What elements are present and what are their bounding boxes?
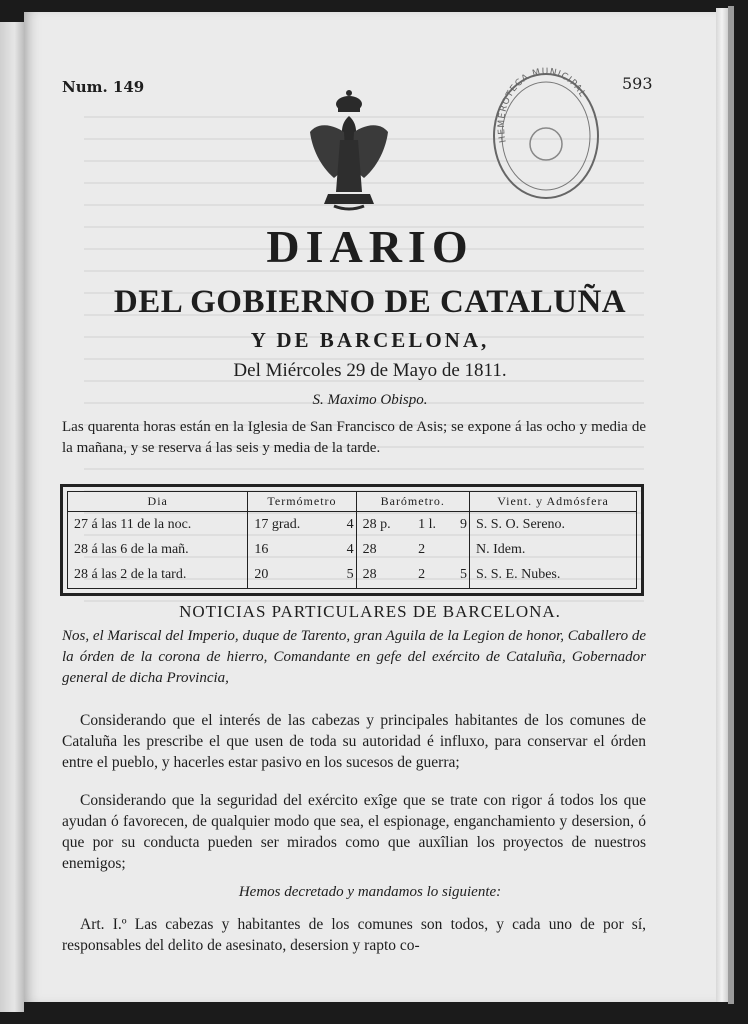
weather-wind: N. Idem. [469,537,636,562]
weather-temp: 16 [248,537,338,562]
weather-day: 28 á las 2 de la tard. [68,563,248,589]
weather-temp-frac: 4 [338,537,356,562]
decree-line: Hemos decretado y mandamos lo siguiente: [238,884,502,900]
imperial-eagle-emblem [304,82,394,227]
svg-text:HEMEROTECA MUNICIPAL [497,67,588,143]
article-1: Art. I.º Las cabezas y habitantes de los comunes son todos, y cada uno de por sí, responsables del delito de asesinato, desersion y rapto co- [62,916,646,954]
table-row [68,512,637,538]
issue-number: Num. 149 [62,78,145,96]
saint-of-day: S. Maximo Obispo. [312,392,428,408]
section-title: NOTICIAS PARTICULARES DE BARCELONA. [179,602,561,621]
library-stamp [486,64,606,204]
weather-wind: S. S. O. Sereno. [469,512,636,538]
weather-baro-lines: 1 l. [418,516,437,532]
left-page-edge [0,22,24,1012]
stamp-text: HEMEROTECA MUNICIPAL [496,67,588,144]
weather-temp: 20 [248,563,338,589]
weather-temp-frac: 4 [338,512,356,538]
weather-baro-lines: 2 [418,567,426,583]
masthead-subtitle-2: Y DE BARCELONA, [250,328,490,352]
weather-header-wind: Vient. y Admósfera [469,492,636,512]
weather-temp-frac: 5 [338,563,356,589]
paragraph-considering-2: Considerando que la seguridad del exército exîge que se trate con rigor á todos los que ayudan ó favorecen, de qualquier modo que sea, el espionage, enganchamiento y desersion, ó que por su conducta pueden ser mirados como que auxîlian los proyectos de nuestros enemigos; [62,792,646,872]
weather-baro: 28 [356,563,412,589]
right-page-edge [716,8,728,1002]
masthead-subtitle: DEL GOBIERNO DE CATALUÑA [113,284,627,320]
weather-baro: 28 p. [356,512,412,538]
weather-baro-frac: 9 [454,512,470,538]
table-row [68,563,637,589]
table-row [68,537,637,562]
church-notice: Las quarenta horas están en la Iglesia de San Francisco de Asis; se expone á las ocho y media de la mañana, y se reserva á las seis y media de la tarde. [62,419,646,456]
issue-date: Del Miércoles 29 de Mayo de 1811. [233,360,507,381]
weather-header-day: Dia [68,492,248,512]
weather-header-thermometer: Termómetro [248,492,356,512]
weather-header-barometer: Barómetro. [356,492,469,512]
weather-baro-lines: 2 [418,541,426,557]
weather-wind: S. S. E. Nubes. [469,563,636,589]
paragraph-considering-1: Considerando que el interés de las cabezas y principales habitantes de los comunes de Cataluña les prescribe el que usen de toda su autoridad é influxo, para conservar el órden entre el pueblo, y hacerles estar pasivo en los sucesos de guerra; [62,712,646,771]
weather-day: 27 á las 11 de la noc. [68,512,248,538]
weather-baro-frac: 5 [454,563,470,589]
weather-table [60,484,644,596]
page-number: 593 [622,74,653,93]
weather-baro: 28 [356,537,412,562]
weather-day: 28 á las 6 de la mañ. [68,537,248,562]
weather-temp: 17 grad. [248,512,338,538]
decree-preamble: Nos, el Mariscal del Imperio, duque de Tarento, gran Aguila de la Legion de honor, Caballero de la órden de la corona de hierro, Comandante en gefe del exército de Cataluña, Gobernador general de dicha Provincia, [62,628,646,686]
masthead-title: DIARIO [266,221,474,272]
newspaper-page [24,12,716,1002]
page-stack-edge [728,6,734,1004]
weather-baro-frac [454,537,470,562]
